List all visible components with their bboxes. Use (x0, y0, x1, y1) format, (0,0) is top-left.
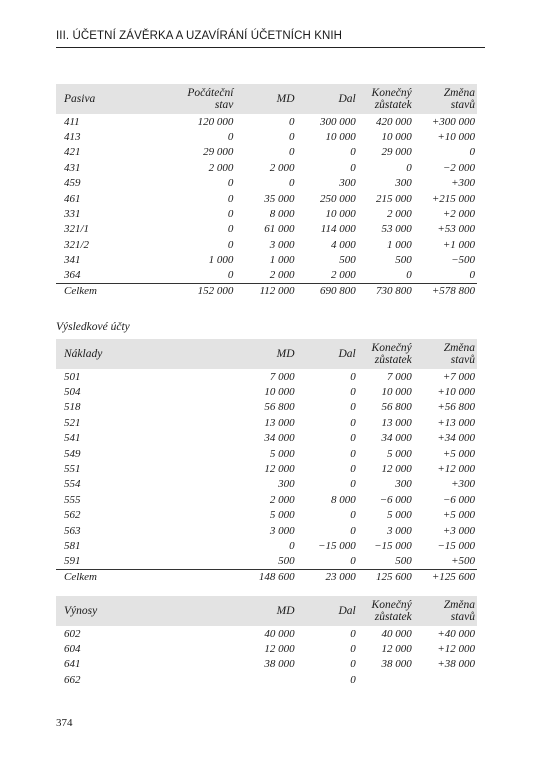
total-cell: 23 000 (297, 569, 358, 585)
table-cell: 300 (278, 478, 295, 491)
table-row (56, 222, 477, 237)
account-number: 341 (64, 254, 81, 267)
table-row (56, 191, 477, 206)
table-cell: 0 (350, 463, 356, 476)
table-cell: 1 000 (387, 238, 412, 251)
total-label: Celkem (56, 283, 148, 299)
table-cell: 0 (350, 509, 356, 522)
table-cell: 1 000 (269, 254, 295, 267)
column-header: Dal (338, 93, 356, 105)
table-cell: +5 000 (442, 447, 475, 460)
table-cell: 7 000 (269, 370, 295, 383)
table-cell: 0 (289, 115, 295, 128)
table-cell: +53 000 (437, 223, 475, 236)
column-header: Dal (338, 348, 356, 360)
table-cell: 0 (227, 238, 234, 251)
table-row (56, 384, 477, 399)
table-cell: 10 000 (264, 386, 295, 399)
table-row (56, 114, 477, 129)
table-cell: 0 (227, 208, 234, 221)
table-cell: +13 000 (437, 416, 475, 429)
table-cell: 56 800 (381, 401, 412, 414)
table-row (56, 268, 477, 283)
account-number: 554 (64, 478, 81, 491)
total-cell: 690 800 (297, 283, 358, 299)
total-row (56, 569, 477, 585)
table-cell: 0 (289, 131, 295, 144)
table-row (56, 160, 477, 175)
table-cell: +300 (451, 177, 475, 190)
table-cell: 53 000 (381, 223, 412, 236)
table-row (56, 145, 477, 160)
table-cell: 500 (395, 555, 412, 568)
account-number: 331 (64, 208, 81, 221)
account-number: 641 (64, 658, 81, 671)
total-cell: 148 600 (235, 569, 296, 585)
account-number: 555 (64, 493, 81, 506)
account-number: 518 (64, 401, 81, 414)
table-cell: 3 000 (269, 524, 295, 537)
account-number: 411 (64, 115, 80, 128)
table-cell: +300 (451, 478, 475, 491)
table-cell: 300 (395, 177, 412, 190)
account-number: 504 (64, 386, 81, 399)
table-header-row (56, 84, 477, 114)
table-cell: 10 000 (325, 131, 356, 144)
table-cell: 56 800 (264, 401, 295, 414)
table-cell: 0 (350, 432, 356, 445)
table-row (56, 176, 477, 191)
table-row (56, 523, 477, 538)
account-number: 563 (64, 524, 81, 537)
table-cell: +38 000 (437, 658, 475, 671)
table-cell: +7 000 (442, 370, 475, 383)
table-cell: 5 000 (387, 509, 412, 522)
account-number: 521 (64, 416, 81, 429)
table-row (56, 508, 477, 523)
table-cell: +2 000 (442, 208, 475, 221)
table-cell: 7 000 (387, 370, 412, 383)
table-cell: 215 000 (376, 192, 412, 205)
account-number: 581 (64, 539, 81, 552)
table-cell: 0 (406, 161, 412, 174)
table-cell: 38 000 (264, 658, 295, 671)
table-cell: 8 000 (330, 493, 356, 506)
table-cell: −2 000 (442, 161, 475, 174)
account-number: 662 (64, 673, 81, 686)
table-cell: 120 000 (197, 115, 234, 128)
account-number: 602 (64, 627, 81, 640)
table-cell: 0 (469, 269, 475, 282)
table-cell: 12 000 (381, 463, 412, 476)
section-label-vysledkove: Výsledkové účty (56, 321, 130, 333)
table-cell: +3 000 (442, 524, 475, 537)
table-row (56, 626, 477, 641)
table-cell: 61 000 (264, 223, 295, 236)
column-header: Změna stavů (443, 599, 475, 623)
table-cell: 250 000 (319, 192, 356, 205)
page-number: 374 (56, 717, 73, 729)
vynosy-table (56, 596, 477, 688)
table-cell: 5 000 (269, 447, 295, 460)
table-cell: 0 (227, 177, 234, 190)
account-number: 431 (64, 161, 81, 174)
table-cell: +12 000 (437, 643, 475, 656)
table-cell: 5 000 (387, 447, 412, 460)
column-header: Konečný zůstatek (371, 599, 412, 623)
table-row (56, 400, 477, 415)
table-cell: +5 000 (442, 509, 475, 522)
account-number: 364 (64, 269, 81, 282)
table-row (56, 538, 477, 553)
table-cell: 0 (469, 146, 475, 159)
table-cell: 2 000 (208, 161, 234, 174)
table-cell: 10 000 (381, 386, 412, 399)
table-cell: 2 000 (269, 269, 295, 282)
table-cell: 34 000 (381, 432, 412, 445)
table-cell: 12 000 (264, 463, 295, 476)
table-row (56, 657, 477, 672)
account-number: 461 (64, 192, 81, 205)
table-cell: −6 000 (379, 493, 412, 506)
table-cell: 420 000 (376, 115, 412, 128)
table-cell: 0 (289, 146, 295, 159)
table-cell: 0 (406, 269, 412, 282)
table-cell: +56 800 (437, 401, 475, 414)
table-cell: 1 000 (208, 254, 234, 267)
table-row (56, 672, 477, 687)
table-cell: 500 (278, 555, 295, 568)
account-number: 321/1 (64, 223, 90, 236)
table-cell: +10 000 (437, 131, 475, 144)
table-cell: 0 (350, 555, 356, 568)
table-cell: 4 000 (330, 238, 356, 251)
table-cell: 40 000 (381, 627, 412, 640)
table-cell: 29 000 (203, 146, 234, 159)
account-number: 551 (64, 463, 81, 476)
table-cell (414, 672, 477, 687)
table-row (56, 206, 477, 221)
table-cell: 0 (227, 269, 234, 282)
table-cell: 10 000 (325, 208, 356, 221)
total-cell: +578 800 (414, 283, 477, 299)
account-number: 321/2 (64, 238, 90, 251)
table-cell: 114 000 (320, 223, 356, 236)
table-cell (235, 672, 296, 687)
table-cell: 40 000 (264, 627, 295, 640)
table-cell: 29 000 (381, 146, 412, 159)
table-cell: 2 000 (330, 269, 356, 282)
table-cell: 10 000 (381, 131, 412, 144)
total-cell: +125 600 (414, 569, 477, 585)
table-row (56, 554, 477, 569)
table-cell: 38 000 (381, 658, 412, 671)
table-row (56, 415, 477, 430)
table-row (56, 431, 477, 446)
table-cell: −500 (451, 254, 475, 267)
table-cell: 0 (350, 416, 356, 429)
account-number: 459 (64, 177, 81, 190)
table-cell: 2 000 (269, 161, 295, 174)
table-cell: 13 000 (381, 416, 412, 429)
table-cell: 0 (350, 386, 356, 399)
table-cell: 2 000 (269, 493, 295, 506)
table-cell: 12 000 (381, 643, 412, 656)
table-row (56, 492, 477, 507)
total-cell: 112 000 (235, 283, 296, 299)
table-cell: −15 000 (318, 539, 356, 552)
table-cell: 3 000 (387, 524, 412, 537)
table-cell: 300 000 (319, 115, 356, 128)
table-cell: 300 (339, 177, 356, 190)
account-number: 541 (64, 432, 81, 445)
table-cell: +40 000 (437, 627, 475, 640)
table-row (56, 477, 477, 492)
naklady-table (56, 339, 477, 585)
table-cell: 0 (350, 146, 356, 159)
total-cell: 125 600 (358, 569, 414, 585)
account-number: 501 (64, 370, 81, 383)
column-header: MD (276, 93, 295, 105)
account-number: 562 (64, 509, 81, 522)
chapter-header: III. ÚČETNÍ ZÁVĚRKA A UZAVÍRÁNÍ ÚČETNÍCH KNIH (56, 30, 485, 48)
table-row (56, 461, 477, 476)
table-cell: 0 (350, 524, 356, 537)
table-cell: −15 000 (437, 539, 475, 552)
total-cell: 152 000 (148, 283, 236, 299)
table-row (56, 253, 477, 268)
table-cell: 35 000 (264, 192, 295, 205)
table-cell: 0 (227, 192, 234, 205)
table-cell: 0 (350, 658, 356, 671)
table-row (56, 369, 477, 384)
table-cell: +300 000 (431, 115, 475, 128)
total-label: Celkem (56, 569, 235, 585)
table-cell: 13 000 (264, 416, 295, 429)
table-cell: 12 000 (264, 643, 295, 656)
table-header-row (56, 339, 477, 369)
table-cell: +10 000 (437, 386, 475, 399)
table-cell: 0 (350, 643, 356, 656)
column-header: Náklady (64, 348, 103, 360)
total-cell: 730 800 (358, 283, 414, 299)
account-number: 549 (64, 447, 81, 460)
table-cell: 3 000 (269, 238, 295, 251)
table-cell: 0 (350, 161, 356, 174)
pasiva-table (56, 84, 477, 299)
table-cell: 2 000 (387, 208, 412, 221)
column-header: Konečný zůstatek (371, 87, 412, 111)
column-header: Dal (338, 605, 356, 617)
table-row (56, 446, 477, 461)
table-cell: 5 000 (269, 509, 295, 522)
table-cell: 0 (350, 627, 356, 640)
total-row (56, 283, 477, 299)
table-cell: 34 000 (264, 432, 295, 445)
table-cell: +1 000 (442, 238, 475, 251)
column-header: Změna stavů (443, 342, 475, 366)
table-cell: 300 (395, 478, 412, 491)
table-cell: 0 (227, 131, 234, 144)
column-header: MD (276, 348, 295, 360)
table-row (56, 641, 477, 656)
table-cell: 0 (350, 370, 356, 383)
column-header: Počáteční stav (187, 87, 234, 111)
column-header: Konečný zůstatek (371, 342, 412, 366)
table-cell: 0 (350, 673, 356, 686)
table-row (56, 129, 477, 144)
table-cell: 0 (350, 478, 356, 491)
account-number: 413 (64, 131, 81, 144)
table-cell: 0 (350, 401, 356, 414)
table-header-row (56, 596, 477, 626)
table-cell: 500 (395, 254, 412, 267)
table-cell: +12 000 (437, 463, 475, 476)
account-number: 421 (64, 146, 81, 159)
table-cell: +500 (451, 555, 475, 568)
table-cell: +34 000 (437, 432, 475, 445)
table-cell: 0 (289, 177, 295, 190)
column-header: Pasiva (64, 93, 96, 105)
table-row (56, 237, 477, 252)
table-cell: 0 (289, 539, 295, 552)
column-header: MD (276, 605, 295, 617)
table-cell (358, 672, 414, 687)
account-number: 604 (64, 643, 81, 656)
column-header: Výnosy (64, 605, 98, 617)
column-header: Změna stavů (443, 87, 475, 111)
table-cell: −15 000 (374, 539, 412, 552)
table-cell: 0 (227, 223, 234, 236)
table-cell: 0 (350, 447, 356, 460)
table-cell: 8 000 (269, 208, 295, 221)
account-number: 591 (64, 555, 81, 568)
table-cell: 500 (339, 254, 356, 267)
table-cell: +215 000 (431, 192, 475, 205)
table-cell: −6 000 (442, 493, 475, 506)
